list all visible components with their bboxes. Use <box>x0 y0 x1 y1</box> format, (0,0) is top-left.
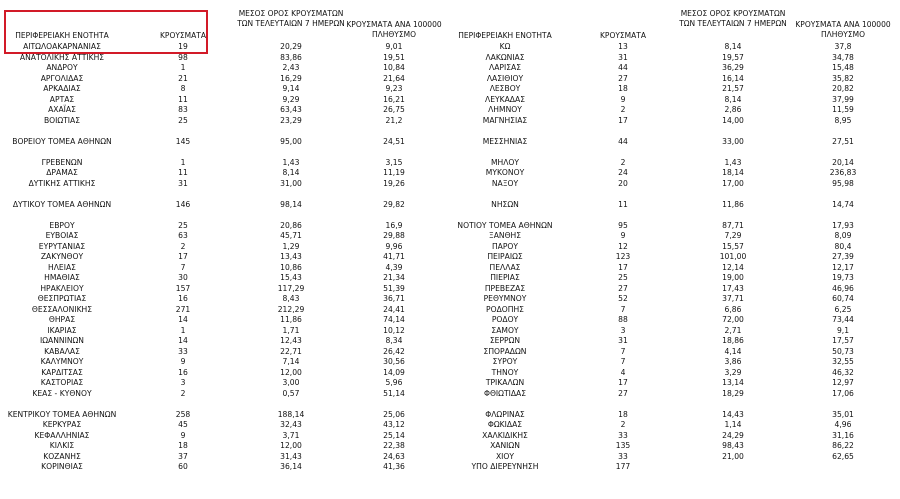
right-row-17-cases: 123 <box>615 252 631 261</box>
right-row-10-cases: 2 <box>620 157 626 167</box>
left-row-15-region: ΕΥΒΟΙΑΣ <box>45 231 79 240</box>
left-row-25-avg7: 12,43 <box>280 336 302 345</box>
left-row-33-per100k: 25,14 <box>383 430 405 440</box>
left-row-29-avg7: 3,00 <box>282 378 300 387</box>
right-row-19-cases: 25 <box>618 273 628 282</box>
left-row-22-per100k: 24,41 <box>383 304 405 314</box>
right-header-avg7: ΜΕΣΟΣ ΟΡΟΣ ΚΡΟΥΣΜΑΤΩΝ ΤΩΝ ΤΕΛΕΥΤΑΙΩΝ 7 ΗΜΕΡΩΝ <box>679 9 787 28</box>
left-row-13-per100k: 29,82 <box>383 199 405 209</box>
right-row-13-per100k: 14,74 <box>832 199 854 209</box>
right-row-26-per100k: 50,73 <box>832 346 854 356</box>
right-row-8-cases: 17 <box>618 115 628 125</box>
right-row-25-per100k: 17,57 <box>832 336 854 345</box>
left-row-16-avg7: 1,29 <box>282 241 300 251</box>
left-row-30-cases: 2 <box>180 388 186 398</box>
left-row-17-cases: 17 <box>178 252 188 261</box>
left-row-34-cases: 18 <box>178 441 188 450</box>
right-header-cases: ΚΡΟΥΣΜΑΤΑ <box>600 31 646 40</box>
right-row-29-cases: 17 <box>618 378 628 387</box>
left-row-19-per100k: 21,34 <box>383 273 405 282</box>
left-row-14-avg7: 20,86 <box>280 220 302 230</box>
left-row-29-region: ΚΑΣΤΟΡΙΑΣ <box>40 378 84 387</box>
left-row-18-avg7: 10,86 <box>280 262 302 272</box>
left-header-cases: ΚΡΟΥΣΜΑΤΑ <box>160 31 206 40</box>
left-row-1-cases: 19 <box>178 42 188 51</box>
left-row-32-cases: 45 <box>178 420 188 429</box>
left-row-27-cases: 9 <box>180 357 186 366</box>
right-row-12-cases: 20 <box>618 178 628 188</box>
left-row-8-per100k: 21,2 <box>385 115 403 125</box>
right-row-20-cases: 27 <box>618 283 628 293</box>
left-row-16-region: ΕΥΡΥΤΑΝΙΑΣ <box>38 241 86 251</box>
right-row-15-region: ΞΑΝΘΗΣ <box>488 231 522 240</box>
right-row-15-avg7: 7,29 <box>724 231 742 240</box>
right-row-14-avg7: 87,71 <box>722 220 744 230</box>
right-row-12-region: ΝΑΞΟΥ <box>491 178 519 188</box>
left-row-20-per100k: 51,39 <box>383 283 405 293</box>
left-row-17-region: ΖΑΚΥΝΘΟΥ <box>40 252 84 261</box>
left-row-7-region: ΑΧΑΪΑΣ <box>48 105 76 114</box>
right-row-10-avg7: 1,43 <box>724 157 742 167</box>
left-row-28-cases: 16 <box>178 367 188 377</box>
right-row-18-per100k: 12,17 <box>832 262 854 272</box>
right-row-34-avg7: 98,43 <box>722 441 744 450</box>
left-row-25-region: ΙΩΑΝΝΙΝΩΝ <box>39 336 84 345</box>
left-row-18-region: ΗΛΕΙΑΣ <box>48 262 76 272</box>
right-row-31-avg7: 14,43 <box>722 409 744 419</box>
right-row-14-region: ΝΟΤΙΟΥ ΤΟΜΕΑ ΑΘΗΝΩΝ <box>457 220 553 230</box>
left-row-26-per100k: 26,42 <box>383 346 405 356</box>
left-row-15-cases: 63 <box>178 231 188 240</box>
right-row-32-per100k: 4,96 <box>834 420 852 429</box>
left-row-22-avg7: 212,29 <box>277 304 305 314</box>
right-row-7-cases: 2 <box>620 105 626 114</box>
right-row-5-avg7: 21,57 <box>722 84 744 93</box>
right-row-29-region: ΤΡΙΚΑΛΩΝ <box>485 378 525 387</box>
right-row-3-region: ΛΑΡΙΣΑΣ <box>489 63 521 72</box>
left-row-9-avg7: 95,00 <box>280 136 302 146</box>
right-row-27-avg7: 3,86 <box>724 357 742 366</box>
right-row-27-region: ΣΥΡΟΥ <box>492 357 518 366</box>
left-row-2-region: ΑΝΑΤΟΛΙΚΗΣ ΑΤΤΙΚΗΣ <box>19 52 105 62</box>
right-row-14-per100k: 17,93 <box>832 220 854 230</box>
right-row-22-avg7: 6,86 <box>724 304 742 314</box>
right-row-35-cases: 33 <box>618 451 628 461</box>
right-row-21-per100k: 60,74 <box>832 294 854 303</box>
right-row-35-region: ΧΙΟΥ <box>495 451 515 461</box>
left-row-8-region: ΒΟΙΩΤΙΑΣ <box>43 115 81 125</box>
left-row-22-region: ΘΕΣΣΑΛΟΝΙΚΗΣ <box>31 304 93 314</box>
left-row-30-per100k: 51,14 <box>383 388 405 398</box>
right-row-14-cases: 95 <box>618 220 628 230</box>
left-row-10-region: ΓΡΕΒΕΝΩΝ <box>41 157 83 167</box>
left-row-14-per100k: 16,9 <box>385 220 403 230</box>
right-row-3-cases: 44 <box>618 63 628 72</box>
left-row-15-avg7: 45,71 <box>280 231 302 240</box>
left-row-10-per100k: 3,15 <box>385 157 403 167</box>
left-row-33-region: ΚΕΦΑΛΛΗΝΙΑΣ <box>34 430 90 440</box>
right-row-33-per100k: 31,16 <box>832 430 854 440</box>
left-row-20-cases: 157 <box>175 283 191 293</box>
right-row-25-avg7: 18,86 <box>722 336 744 345</box>
left-row-24-avg7: 1,71 <box>282 325 300 335</box>
left-row-7-cases: 83 <box>178 105 188 114</box>
right-row-13-region: ΝΗΣΩΝ <box>491 199 519 209</box>
left-row-1-per100k: 9,01 <box>385 42 403 51</box>
right-row-19-per100k: 19,73 <box>832 273 854 282</box>
right-row-11-per100k: 236,83 <box>829 168 857 177</box>
right-row-22-per100k: 6,25 <box>834 304 852 314</box>
left-row-4-cases: 21 <box>178 73 188 83</box>
right-row-9-per100k: 27,51 <box>832 136 854 146</box>
right-row-4-avg7: 16,14 <box>722 73 744 83</box>
right-row-10-per100k: 20,14 <box>832 157 854 167</box>
right-row-36-per100k <box>773 462 900 472</box>
right-row-2-cases: 31 <box>618 52 628 62</box>
right-row-4-per100k: 35,82 <box>832 73 854 83</box>
right-row-8-per100k: 8,95 <box>834 115 852 125</box>
left-row-27-region: ΚΑΛΥΜΝΟΥ <box>40 357 84 366</box>
left-row-21-cases: 16 <box>178 294 188 303</box>
right-row-20-per100k: 46,96 <box>832 283 854 293</box>
right-row-16-per100k: 80,4 <box>834 241 852 251</box>
left-row-28-per100k: 14,09 <box>383 367 405 377</box>
left-row-25-cases: 14 <box>178 336 188 345</box>
right-row-4-cases: 27 <box>618 73 628 83</box>
right-row-23-cases: 88 <box>618 315 628 324</box>
right-row-2-avg7: 19,57 <box>722 52 744 62</box>
left-row-29-cases: 3 <box>180 378 186 387</box>
right-row-36-region: ΥΠΟ ΔΙΕΡΕΥΝΗΣΗ <box>471 462 539 471</box>
left-row-26-region: ΚΑΒΑΛΑΣ <box>44 346 80 356</box>
left-row-21-region: ΘΕΣΠΡΩΤΙΑΣ <box>37 294 87 303</box>
left-row-10-cases: 1 <box>180 157 186 167</box>
left-row-5-region: ΑΡΚΑΔΙΑΣ <box>43 84 81 93</box>
left-row-23-avg7: 11,86 <box>280 315 302 324</box>
right-row-29-per100k: 12,97 <box>832 378 854 387</box>
left-row-15-per100k: 29,88 <box>383 231 405 240</box>
left-row-32-region: ΚΕΡΚΥΡΑΣ <box>42 420 82 429</box>
right-row-16-region: ΠΑΡΟΥ <box>491 241 519 251</box>
right-row-19-avg7: 19,00 <box>722 273 744 282</box>
left-row-17-per100k: 41,71 <box>383 252 405 261</box>
right-row-31-cases: 18 <box>618 409 628 419</box>
right-row-7-per100k: 11,59 <box>832 105 854 114</box>
left-row-25-per100k: 8,34 <box>385 336 403 345</box>
left-row-31-cases: 258 <box>175 409 191 419</box>
right-row-27-per100k: 32,55 <box>832 357 854 366</box>
left-row-8-avg7: 23,29 <box>280 115 302 125</box>
left-row-1-avg7: 20,29 <box>280 42 302 51</box>
right-row-29-avg7: 13,14 <box>722 378 744 387</box>
left-row-35-region: ΚΟΖΑΝΗΣ <box>43 451 81 461</box>
left-row-35-cases: 37 <box>178 451 188 461</box>
right-row-18-cases: 17 <box>618 262 628 272</box>
left-row-35-per100k: 24,63 <box>383 451 405 461</box>
left-row-13-avg7: 98,14 <box>280 199 302 209</box>
left-row-11-cases: 11 <box>178 168 188 177</box>
left-row-31-avg7: 188,14 <box>277 409 305 419</box>
right-row-6-region: ΛΕΥΚΑΔΑΣ <box>485 94 525 104</box>
right-row-28-cases: 4 <box>620 367 626 377</box>
right-row-24-avg7: 2,71 <box>724 325 742 335</box>
right-row-34-region: ΧΑΝΙΩΝ <box>490 441 520 450</box>
right-row-35-avg7: 21,00 <box>722 451 744 461</box>
left-row-14-cases: 25 <box>178 220 188 230</box>
right-row-23-region: ΡΟΔΟΥ <box>491 315 519 324</box>
left-row-3-region: ΑΝΔΡΟΥ <box>46 63 78 72</box>
left-row-13-cases: 146 <box>175 199 191 209</box>
left-row-6-per100k: 16,21 <box>383 94 405 104</box>
right-row-30-cases: 27 <box>618 388 628 398</box>
right-row-3-avg7: 36,29 <box>722 63 744 72</box>
right-row-31-per100k: 35,01 <box>832 409 854 419</box>
left-row-31-region: ΚΕΝΤΡΙΚΟΥ ΤΟΜΕΑ ΑΘΗΝΩΝ <box>7 409 117 419</box>
right-row-26-cases: 7 <box>620 346 626 356</box>
right-row-13-avg7: 11,86 <box>722 199 744 209</box>
left-row-6-avg7: 9,29 <box>282 94 300 104</box>
left-row-27-per100k: 30,56 <box>383 357 405 366</box>
left-row-12-region: ΔΥΤΙΚΗΣ ΑΤΤΙΚΗΣ <box>28 178 96 188</box>
left-row-10-avg7: 1,43 <box>282 157 300 167</box>
left-row-32-per100k: 43,12 <box>383 420 405 429</box>
right-row-31-region: ΦΛΩΡΙΝΑΣ <box>485 409 525 419</box>
right-row-21-cases: 52 <box>618 294 628 303</box>
right-row-23-per100k: 73,44 <box>832 315 854 324</box>
left-row-17-avg7: 13,43 <box>280 252 302 261</box>
left-row-31-per100k: 25,06 <box>383 409 405 419</box>
left-header-per100k: ΚΡΟΥΣΜΑΤΑ ΑΝΑ 100000 ΠΛΗΘΥΣΜΟ <box>346 20 442 39</box>
left-row-21-avg7: 8,43 <box>282 294 300 303</box>
right-row-11-avg7: 18,14 <box>722 168 744 177</box>
left-row-30-avg7: 0,57 <box>282 388 300 398</box>
left-row-16-cases: 2 <box>180 241 186 251</box>
left-row-12-cases: 31 <box>178 178 188 188</box>
left-row-2-per100k: 19,51 <box>383 52 405 62</box>
left-row-5-cases: 8 <box>180 84 186 93</box>
right-row-12-per100k: 95,98 <box>832 178 854 188</box>
right-row-7-region: ΛΗΜΝΟΥ <box>488 105 522 114</box>
right-row-34-cases: 135 <box>615 441 631 450</box>
left-row-7-avg7: 63,43 <box>280 105 302 114</box>
left-row-33-avg7: 3,71 <box>282 430 300 440</box>
right-row-18-region: ΠΕΛΛΑΣ <box>489 262 521 272</box>
right-row-23-avg7: 72,00 <box>722 315 744 324</box>
left-row-4-region: ΑΡΓΟΛΙΔΑΣ <box>40 73 84 83</box>
left-row-11-per100k: 11,19 <box>383 168 405 177</box>
right-row-32-region: ΦΩΚΙΔΑΣ <box>487 420 523 429</box>
right-row-35-per100k: 62,65 <box>832 451 854 461</box>
right-row-9-cases: 44 <box>618 136 628 146</box>
right-row-1-region: ΚΩ <box>499 42 511 51</box>
left-row-26-avg7: 22,71 <box>280 346 302 356</box>
left-row-30-region: ΚΕΑΣ - ΚΥΘΝΟΥ <box>32 388 92 398</box>
right-row-34-per100k: 86,22 <box>832 441 854 450</box>
right-row-33-cases: 33 <box>618 430 628 440</box>
left-row-36-per100k: 41,36 <box>383 462 405 471</box>
right-row-5-per100k: 20,82 <box>832 84 854 93</box>
left-row-3-cases: 1 <box>180 63 186 72</box>
left-row-20-avg7: 117,29 <box>277 283 305 293</box>
right-row-9-avg7: 33,00 <box>722 136 744 146</box>
left-row-21-per100k: 36,71 <box>383 294 405 303</box>
right-row-24-per100k: 9,1 <box>836 325 850 335</box>
right-row-6-per100k: 37,99 <box>832 94 854 104</box>
right-row-26-region: ΣΠΟΡΑΔΩΝ <box>483 346 527 356</box>
right-row-30-avg7: 18,29 <box>722 388 744 398</box>
right-row-3-per100k: 15,48 <box>832 63 854 72</box>
left-row-19-region: ΗΜΑΘΙΑΣ <box>44 273 80 282</box>
left-row-36-cases: 60 <box>178 462 188 471</box>
right-row-25-cases: 31 <box>618 336 628 345</box>
left-row-28-avg7: 12,00 <box>280 367 302 377</box>
right-row-28-per100k: 46,32 <box>832 367 854 377</box>
left-row-14-region: ΕΒΡΟΥ <box>49 220 75 230</box>
right-row-32-cases: 2 <box>620 420 626 429</box>
left-row-32-avg7: 32,43 <box>280 420 302 429</box>
left-row-9-region: ΒΟΡΕΙΟΥ ΤΟΜΕΑ ΑΘΗΝΩΝ <box>12 136 112 146</box>
right-row-19-region: ΠΙΕΡΙΑΣ <box>490 273 520 282</box>
right-row-32-avg7: 1,14 <box>724 420 742 429</box>
right-row-30-per100k: 17,06 <box>832 388 854 398</box>
left-row-6-cases: 11 <box>178 94 188 104</box>
left-row-16-per100k: 9,96 <box>385 241 403 251</box>
left-row-23-region: ΘΗΡΑΣ <box>48 315 76 324</box>
left-row-1-region: ΑΙΤΩΛΟΑΚΑΡΝΑΝΙΑΣ <box>23 42 101 51</box>
right-row-1-cases: 13 <box>618 42 628 51</box>
left-row-34-per100k: 22,38 <box>383 441 405 450</box>
left-row-3-per100k: 10,84 <box>383 63 405 72</box>
left-row-13-region: ΔΥΤΙΚΟΥ ΤΟΜΕΑ ΑΘΗΝΩΝ <box>12 199 112 209</box>
left-row-5-per100k: 9,23 <box>385 84 403 93</box>
left-row-28-region: ΚΑΡΔΙΤΣΑΣ <box>41 367 83 377</box>
right-row-21-avg7: 37,71 <box>722 294 744 303</box>
right-row-5-region: ΛΕΣΒΟΥ <box>489 84 521 93</box>
right-row-15-per100k: 8,09 <box>834 231 852 240</box>
left-row-18-cases: 7 <box>180 262 186 272</box>
left-row-9-cases: 145 <box>175 136 191 146</box>
right-header-per100k: ΚΡΟΥΣΜΑΤΑ ΑΝΑ 100000 ΠΛΗΘΥΣΜΟ <box>795 20 891 39</box>
right-row-12-avg7: 17,00 <box>722 178 744 188</box>
right-row-8-avg7: 14,00 <box>722 115 744 125</box>
left-row-2-cases: 98 <box>178 52 188 62</box>
right-row-11-region: ΜΥΚΟΝΟΥ <box>485 168 525 177</box>
left-row-24-cases: 1 <box>180 325 186 335</box>
right-header-region: ΠΕΡΙΦΕΡΕΙΑΚΗ ΕΝΟΤΗΤΑ <box>458 31 552 40</box>
left-row-5-avg7: 9,14 <box>282 84 300 93</box>
left-row-19-avg7: 15,43 <box>280 273 302 282</box>
right-row-21-region: ΡΕΘΥΜΝΟΥ <box>483 294 527 303</box>
right-row-2-per100k: 34,78 <box>832 52 854 62</box>
right-row-5-cases: 18 <box>618 84 628 93</box>
left-row-12-avg7: 31,00 <box>280 178 302 188</box>
right-row-36-cases: 177 <box>615 462 631 471</box>
left-header-region: ΠΕΡΙΦΕΡΕΙΑΚΗ ΕΝΟΤΗΤΑ <box>15 31 109 40</box>
left-row-6-region: ΑΡΤΑΣ <box>49 94 75 104</box>
right-row-17-region: ΠΕΙΡΑΙΩΣ <box>487 252 523 261</box>
right-row-24-cases: 3 <box>620 325 626 335</box>
right-row-20-region: ΠΡΕΒΕΖΑΣ <box>484 283 526 293</box>
right-row-28-avg7: 3,29 <box>724 367 742 377</box>
left-row-34-avg7: 12,00 <box>280 441 302 450</box>
right-row-1-avg7: 8,14 <box>724 42 742 51</box>
right-row-27-cases: 7 <box>620 357 626 366</box>
right-row-17-per100k: 27,39 <box>832 252 854 261</box>
right-row-20-avg7: 17,43 <box>722 283 744 293</box>
left-row-8-cases: 25 <box>178 115 188 125</box>
left-row-19-cases: 30 <box>178 273 188 282</box>
right-row-6-avg7: 8,14 <box>724 94 742 104</box>
right-row-33-avg7: 24,29 <box>722 430 744 440</box>
right-row-9-region: ΜΕΣΣΗΝΙΑΣ <box>482 136 528 146</box>
left-row-20-region: ΗΡΑΚΛΕΙΟΥ <box>40 283 84 293</box>
left-row-4-avg7: 16,29 <box>280 73 302 83</box>
left-row-9-per100k: 24,51 <box>383 136 405 146</box>
left-row-26-cases: 33 <box>178 346 188 356</box>
left-row-18-per100k: 4,39 <box>385 262 403 272</box>
left-row-34-region: ΚΙΛΚΙΣ <box>49 441 75 450</box>
left-row-36-avg7: 36,14 <box>280 462 302 471</box>
right-row-8-region: ΜΑΓΝΗΣΙΑΣ <box>482 115 528 125</box>
left-row-24-per100k: 10,12 <box>383 325 405 335</box>
left-row-2-avg7: 83,86 <box>280 52 302 62</box>
left-row-12-per100k: 19,26 <box>383 178 405 188</box>
right-row-18-avg7: 12,14 <box>722 262 744 272</box>
left-row-11-region: ΔΡΑΜΑΣ <box>46 168 78 177</box>
left-header-avg7: ΜΕΣΟΣ ΟΡΟΣ ΚΡΟΥΣΜΑΤΩΝ ΤΩΝ ΤΕΛΕΥΤΑΙΩΝ 7 ΗΜΕΡΩΝ <box>237 9 345 28</box>
left-row-23-per100k: 74,14 <box>383 315 405 324</box>
right-row-24-region: ΣΑΜΟΥ <box>491 325 519 335</box>
left-row-27-avg7: 7,14 <box>282 357 300 366</box>
right-row-26-avg7: 4,14 <box>724 346 742 356</box>
left-row-35-avg7: 31,43 <box>280 451 302 461</box>
right-row-33-region: ΧΑΛΚΙΔΙΚΗΣ <box>482 430 528 440</box>
right-row-4-region: ΛΑΣΙΘΙΟΥ <box>486 73 524 83</box>
right-row-22-cases: 7 <box>620 304 626 314</box>
right-row-15-cases: 9 <box>620 231 626 240</box>
right-row-6-cases: 9 <box>620 94 626 104</box>
left-row-36-region: ΚΟΡΙΝΘΙΑΣ <box>41 462 83 471</box>
right-row-16-cases: 12 <box>618 241 628 251</box>
left-row-29-per100k: 5,96 <box>385 378 403 387</box>
right-row-30-region: ΦΘΙΩΤΙΔΑΣ <box>483 388 527 398</box>
right-row-7-avg7: 2,86 <box>724 105 742 114</box>
right-row-10-region: ΜΗΛΟΥ <box>490 157 520 167</box>
right-row-13-cases: 11 <box>618 199 628 209</box>
right-row-17-avg7: 101,00 <box>719 252 747 261</box>
left-row-4-per100k: 21,64 <box>383 73 405 83</box>
right-row-11-cases: 24 <box>618 168 628 177</box>
right-row-2-region: ΛΑΚΩΝΙΑΣ <box>485 52 525 62</box>
left-row-11-avg7: 8,14 <box>282 168 300 177</box>
right-row-28-region: ΤΗΝΟΥ <box>491 367 519 377</box>
right-row-16-avg7: 15,57 <box>722 241 744 251</box>
left-row-23-cases: 14 <box>178 315 188 324</box>
left-row-24-region: ΙΚΑΡΙΑΣ <box>47 325 77 335</box>
left-row-7-per100k: 26,75 <box>383 105 405 114</box>
right-row-22-region: ΡΟΔΟΠΗΣ <box>486 304 524 314</box>
left-row-22-cases: 271 <box>175 304 191 314</box>
right-row-1-per100k: 37,8 <box>834 42 852 51</box>
right-row-25-region: ΣΕΡΡΩΝ <box>489 336 521 345</box>
left-row-3-avg7: 2,43 <box>282 63 300 72</box>
left-row-33-cases: 9 <box>180 430 186 440</box>
